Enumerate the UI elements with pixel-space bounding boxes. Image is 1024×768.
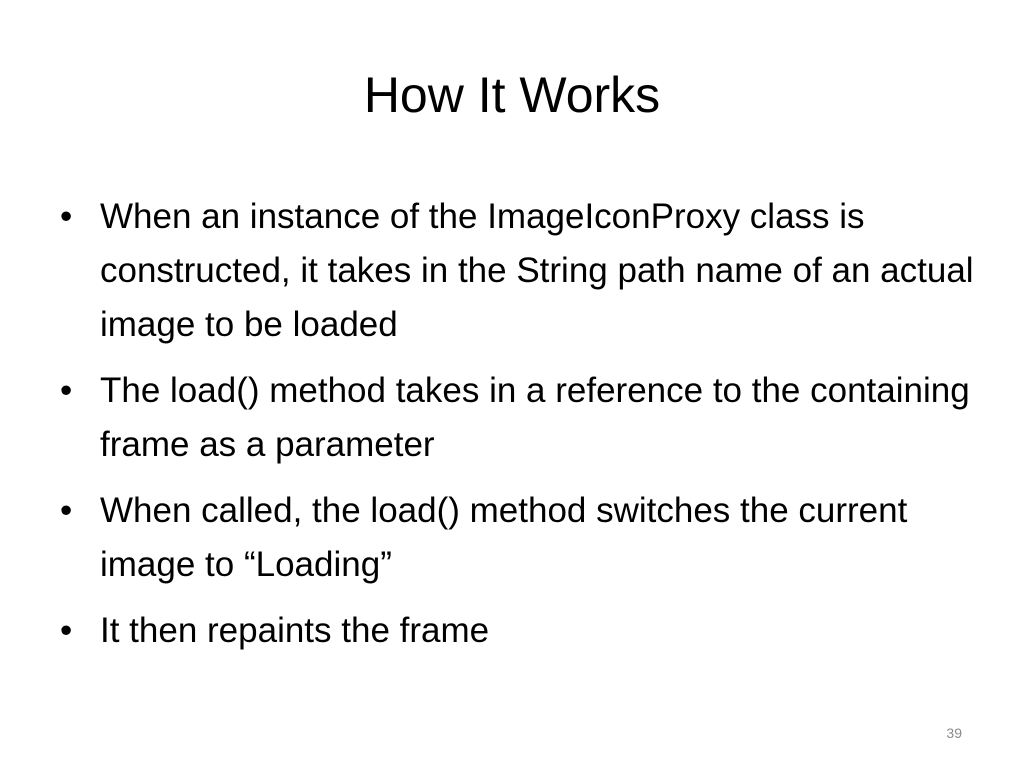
bullet-text: When called, the load() method switches the current image to “Loading” bbox=[100, 491, 908, 584]
bullet-list bbox=[56, 190, 976, 670]
bullet-icon: • bbox=[60, 371, 73, 410]
slide-number: 39 bbox=[946, 725, 962, 741]
bullet-icon: • bbox=[60, 197, 73, 236]
list-item bbox=[56, 604, 976, 658]
bullet-text: The load() method takes in a reference to the containing frame as a parameter bbox=[100, 371, 970, 464]
bullet-icon: • bbox=[60, 491, 73, 530]
bullet-icon: • bbox=[60, 611, 73, 650]
list-item bbox=[56, 484, 976, 592]
list-item bbox=[56, 190, 976, 352]
list-item bbox=[56, 364, 976, 472]
bullet-text: When an instance of the ImageIconProxy class is constructed, it takes in the String path name of an actual image to be loaded bbox=[100, 197, 974, 344]
bullet-text: It then repaints the frame bbox=[100, 611, 490, 650]
slide-title: How It Works bbox=[363, 67, 661, 123]
